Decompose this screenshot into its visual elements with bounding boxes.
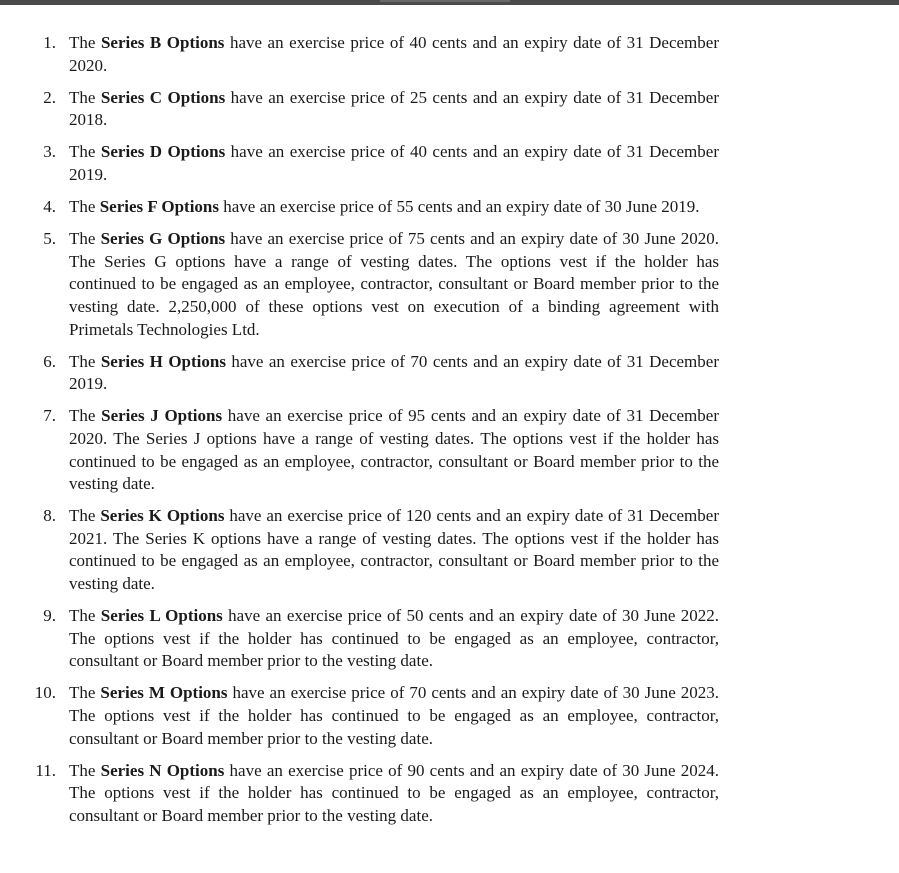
list-item [0,351,719,396]
item-number: 2. [43,87,56,107]
item-text: The Series G Options have an exercise price of 75 cents and an expiry date of 30 June 2020. The Series G options have a range of vesting dates. The options vest if the holder has continued to be engaged as an employee, contractor, consultant or Board member prior to the vesting date. 2,250,000 of these options vest on execution of a binding agreement with Primetals Technologies Ltd. [69,229,719,339]
item-text: The Series D Options have an exercise price of 40 cents and an expiry date of 31 December 2019. [69,142,719,184]
series-name: Series K Options [100,506,225,526]
item-text: The Series L Options have an exercise price of 50 cents and an expiry date of 30 June 2022. The options vest if the holder has continued to be engaged as an employee, contractor, consultant or Board member prior to the vesting date. [69,606,720,671]
series-name: Series J Options [101,406,223,426]
item-number: 9. [43,606,56,626]
series-name: Series C Options [100,87,226,107]
item-text: The Series J Options have an exercise price of 95 cents and an expiry date of 31 December 2020. The Series J options have a range of vesting dates. The options vest if the holder has continued to be engaged as an employee, contractor, consultant or Board member prior to the vesting date. [69,406,719,494]
list-item [0,196,719,219]
series-name: Series G Options [100,229,226,249]
item-text: The Series H Options have an exercise price of 70 cents and an expiry date of 31 December 2019. [69,351,719,394]
item-text: The Series B Options have an exercise price of 40 cents and an expiry date of 31 December 2020. [69,33,719,75]
list-item [0,405,719,495]
list-item [0,682,719,750]
item-number: 3. [43,142,56,162]
list-item [0,141,719,186]
item-text: The Series C Options have an exercise price of 25 cents and an expiry date of 31 December 2018. [69,87,719,130]
list-item [0,760,719,828]
item-number: 11. [35,760,56,780]
list-item [0,505,719,595]
list-item [0,605,719,673]
list-item [0,87,719,132]
series-name: Series L Options [100,606,223,626]
series-name: Series F Options [99,197,220,217]
options-list [0,32,899,837]
series-name: Series B Options [100,33,225,52]
list-item [0,228,719,341]
item-number: 5. [43,229,56,249]
item-number: 7. [43,406,56,426]
item-text: The Series K Options have an exercise price of 120 cents and an expiry date of 31 December 2021. The Series K options have a range of vesting dates. The options vest if the holder has continued to be engaged as an employee, contractor, consultant or Board member prior to the vesting date. [69,506,719,593]
series-name: Series M Options [100,683,228,703]
item-number: 4. [43,197,56,217]
item-text: The Series N Options have an exercise price of 90 cents and an expiry date of 30 June 2024. The options vest if the holder has continued to be engaged as an employee, contractor, consultant or Board member prior to the vesting date. [69,760,720,825]
item-number: 6. [43,351,56,371]
list-item [0,32,719,77]
item-text: The Series F Options have an exercise price of 55 cents and an expiry date of 30 June 2019. [69,197,700,217]
series-name: Series D Options [100,142,226,162]
item-text: The Series M Options have an exercise price of 70 cents and an expiry date of 30 June 2023. The options vest if the holder has continued to be engaged as an employee, contractor, consultant or Board member prior to the vesting date. [69,683,720,748]
item-number: 10. [34,683,56,703]
item-number: 1. [43,33,56,52]
series-name: Series N Options [100,760,225,780]
series-name: Series H Options [100,351,226,371]
item-number: 8. [43,506,56,526]
